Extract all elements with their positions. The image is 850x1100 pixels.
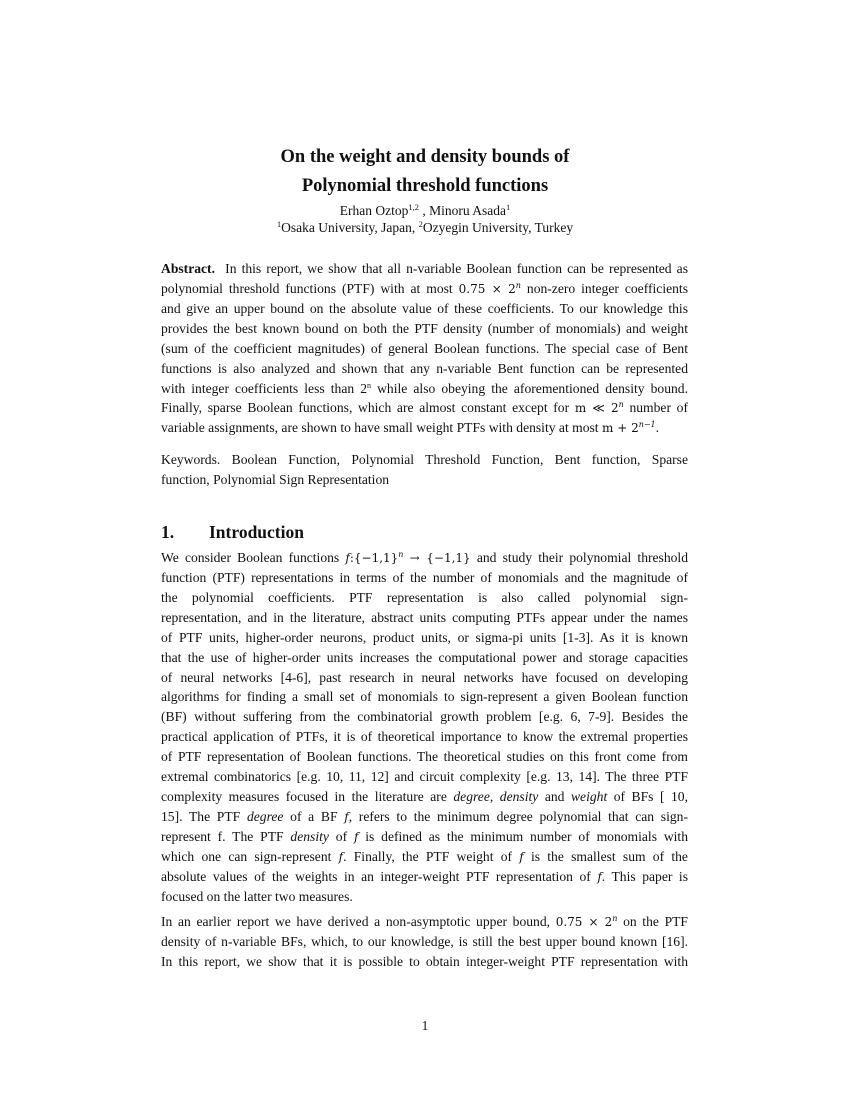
introduction-paragraph bbox=[161, 548, 688, 907]
math-expression: :{−1,1} bbox=[349, 551, 399, 565]
affiliation-text: Ozyegin University, Turkey bbox=[422, 220, 574, 235]
author-affiliation-mark: 1 bbox=[505, 202, 511, 212]
body-line: In this report, we show that it is possible to obtain integer-weight PTF representation with bbox=[161, 953, 688, 969]
keywords bbox=[161, 450, 688, 490]
math-expression: m + 2 bbox=[602, 421, 639, 436]
abstract-line: Finally, sparse Boolean functions, which are almost constant except for m ≪ 2$^n$ number of bbox=[161, 400, 688, 416]
math-symbol: f bbox=[353, 829, 359, 844]
math-exponent: n bbox=[367, 380, 372, 390]
page-number: 1 bbox=[421, 1018, 429, 1033]
author-separator: , bbox=[418, 203, 430, 218]
body-line: In an earlier report we have derived a non-asymptotic upper bound, $0.75 \times 2^n$ on the PTF bbox=[161, 914, 688, 929]
title-line-2: Polynomial threshold functions bbox=[301, 176, 549, 196]
abstract-line: functions is also analyzed and shown that any n-variable Bent function can be represented bbox=[161, 360, 688, 376]
body-line: which one can sign-represent f. Finally, the PTF weight of f is the smallest sum of the bbox=[161, 848, 688, 864]
paper-title bbox=[0, 143, 850, 201]
math-symbol: f bbox=[519, 849, 524, 864]
affiliation-text: Osaka University, Japan, bbox=[281, 220, 419, 235]
abstract bbox=[161, 259, 688, 438]
author-name: Minoru Asada bbox=[429, 203, 506, 218]
body-line: complexity measures focused in the literature are degree, density and weight of BFs [ 10, bbox=[161, 789, 689, 805]
math-symbol: f bbox=[345, 551, 350, 565]
body-line: that the use of higher-order units increases the computational power and storage capacities bbox=[161, 649, 688, 665]
body-line: (BF) without suffering from the combinatorial growth problem [e.g. 6, 7-9]. Besides the bbox=[161, 709, 688, 725]
title-line-1: On the weight and density bounds of bbox=[280, 147, 570, 167]
body-line: the polynomial coefficients. PTF representation is also called polynomial sign- bbox=[161, 589, 688, 605]
affiliation-mark: 1 bbox=[276, 219, 282, 229]
abstract-line: polynomial threshold functions (PTF) with at most $0.75 \times 2^n$ non-zero integer coefficients bbox=[161, 280, 688, 296]
abstract-line: provides the best known bound on both the PTF density (number of monomials) and weight bbox=[161, 320, 688, 336]
math-exponent: n bbox=[618, 400, 624, 410]
math-exponent: n bbox=[515, 280, 521, 290]
body-line: of neural networks [4-6], past research in neural networks have focused on developing bbox=[161, 669, 688, 685]
math-expression: → {−1,1} bbox=[409, 551, 471, 565]
body-line: focused on the latter two measures. bbox=[161, 888, 353, 904]
body-line: practical application of PTFs, it is of theoretical importance to know the extremal properties bbox=[161, 729, 688, 745]
body-paragraph bbox=[161, 912, 688, 972]
section-heading bbox=[161, 520, 304, 544]
abstract-line: (sum of the coefficient magnitudes) of general Boolean functions. The special case of Bent bbox=[161, 340, 688, 356]
math-symbol: f bbox=[338, 849, 344, 864]
math-exponent: n−1 bbox=[638, 420, 656, 430]
math-expression: m ≪ 2 bbox=[574, 401, 619, 416]
body-line: density of n-variable BFs, which, to our knowledge, is still the best upper bound known [16]. bbox=[161, 933, 688, 949]
body-line: represent f. The PTF density of f is defined as the minimum number of monomials with bbox=[161, 828, 689, 844]
section-number: 1. bbox=[161, 522, 175, 542]
abstract-line: and give an upper bound on the absolute value of these coefficients. To our knowledge this bbox=[161, 300, 688, 316]
body-line: absolute values of the weights in an integer-weight PTF representation of f. This paper is bbox=[161, 868, 688, 884]
body-line: We consider Boolean functions $f:\{-1,1\}^n \to \{-1,1\}$ and study their polynomial threshold bbox=[161, 550, 689, 565]
body-line: of PTF representation of Boolean functions. The theoretical studies on this front come from bbox=[161, 749, 688, 765]
author-affiliation-mark: 1,2 bbox=[408, 202, 419, 212]
abstract-line: with integer coefficients less than 2$^n$ while also obeying the aforementioned density bound. bbox=[161, 380, 688, 396]
body-line: 15]. The PTF degree of a BF f, refers to the minimum degree polynomial that can sign- bbox=[161, 808, 688, 824]
body-line: extremal combinatorics [e.g. 10, 11, 12] and circuit complexity [e.g. 13, 14]. The three PTF bbox=[161, 769, 688, 785]
body-line: function (PTF) representations in terms of the number of monomials and the magnitude of bbox=[161, 569, 688, 585]
keywords-line: function, Polynomial Sign Representation bbox=[161, 471, 390, 487]
math-exponent: n bbox=[398, 550, 404, 559]
author-list bbox=[0, 202, 850, 219]
math-symbol: f bbox=[597, 869, 602, 884]
math-symbol: f bbox=[344, 809, 349, 824]
section-title: Introduction bbox=[209, 522, 304, 542]
math-expression: 0.75 × 2 bbox=[458, 281, 516, 296]
math-expression: 0.75 × 2 bbox=[555, 915, 613, 929]
abstract-line: Abstract. In this report, we show that all n-variable Boolean function can be represented as bbox=[161, 261, 689, 276]
body-line: of PTF units, higher-order neurons, product units, or sigma-pi units [1-3]. As it is known bbox=[161, 629, 688, 645]
affiliations bbox=[0, 219, 850, 236]
body-line: algorithms for finding a small set of monomials to sign-represent a given Boolean function bbox=[161, 689, 688, 705]
keywords-line: Keywords. Boolean Function, Polynomial Threshold Function, Bent function, Sparse bbox=[161, 452, 688, 467]
abstract-label: Abstract. bbox=[161, 261, 215, 276]
math-exponent: n bbox=[612, 914, 618, 923]
author-name: Erhan Oztop bbox=[339, 203, 409, 218]
affiliation-mark: 2 bbox=[418, 219, 423, 229]
body-line: representation, and in the literature, abstract units computing PTFs appear under the names bbox=[161, 609, 688, 625]
abstract-line: variable assignments, are shown to have small weight PTFs with density at most $m + 2^{n-1}$. bbox=[161, 420, 660, 436]
